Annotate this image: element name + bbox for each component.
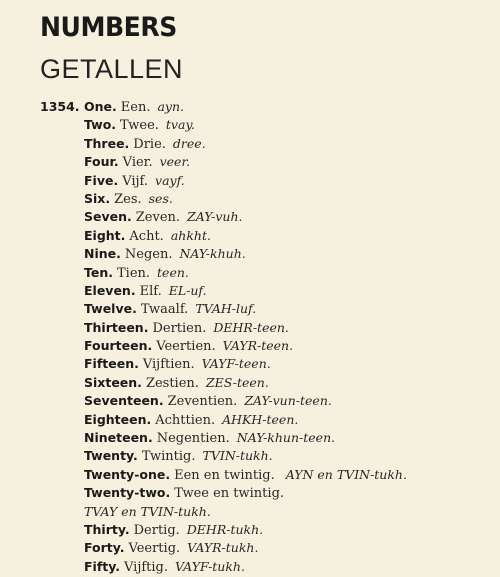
- pronunciation: ahkht.: [170, 227, 211, 243]
- number-entry: [40, 374, 490, 392]
- pronunciation: tvay.: [165, 117, 195, 133]
- dutch-term: Zeven.: [135, 210, 181, 226]
- number-entry: [40, 264, 490, 282]
- english-term: Forty.: [84, 540, 125, 556]
- dutch-term: Dertig.: [133, 522, 180, 538]
- pronunciation: ZAY-vun-teen.: [244, 393, 332, 409]
- number-entry: [40, 319, 490, 337]
- english-term: Eight.: [84, 227, 126, 243]
- number-entry-continuation: [40, 503, 490, 521]
- dutch-term: Een.: [120, 100, 151, 115]
- dutch-term: Veertien.: [156, 339, 216, 355]
- pronunciation: DEHR-teen.: [213, 319, 289, 335]
- entry-line: [84, 135, 206, 154]
- entry-line: [84, 190, 173, 209]
- pronunciation: AHKH-teen.: [222, 411, 299, 427]
- pronunciation: TVAH-luf.: [195, 301, 257, 317]
- english-term: Twenty-two.: [84, 485, 171, 501]
- dutch-term: Vijftien.: [142, 357, 195, 373]
- entry-line: [84, 429, 335, 448]
- pronunciation: ZAY-vuh.: [187, 209, 243, 225]
- pronunciation: teen.: [157, 264, 189, 280]
- english-term: Fourteen.: [84, 338, 153, 354]
- pronunciation: VAYF-tukh.: [175, 558, 245, 574]
- entry-line: [84, 355, 271, 374]
- pronunciation: VAYR-tukh.: [187, 540, 259, 556]
- entry-line: [84, 374, 269, 393]
- dutch-term: Veertig.: [128, 541, 181, 557]
- entry-line: [84, 153, 190, 172]
- english-term: Seventeen.: [84, 393, 164, 409]
- english-term: Twelve.: [84, 301, 137, 317]
- dutch-term: Elf.: [139, 283, 162, 299]
- english-term: Six.: [84, 190, 111, 206]
- number-entry: [40, 153, 490, 171]
- pronunciation: ses.: [148, 190, 173, 206]
- dutch-term: Zestien.: [145, 375, 199, 391]
- number-entry: [40, 245, 490, 263]
- number-entry: [40, 411, 490, 429]
- english-term: Fifty.: [84, 558, 120, 574]
- dutch-term: Zeventien.: [167, 394, 238, 410]
- english-term: Thirteen.: [84, 319, 149, 335]
- english-term: Five.: [84, 172, 119, 188]
- english-term: Sixteen.: [84, 374, 142, 390]
- entry-line: [84, 521, 263, 540]
- english-term: Ten.: [84, 264, 113, 280]
- entry-line: [84, 558, 245, 577]
- dutch-term: Vijftig.: [124, 559, 168, 575]
- number-list: [40, 98, 490, 576]
- pronunciation: VAYF-teen.: [201, 356, 271, 372]
- section-subheading: GETALLEN: [40, 54, 184, 84]
- number-entry: [40, 558, 490, 576]
- entry-number: 1354.: [40, 99, 80, 114]
- entry-line: [84, 392, 332, 411]
- entry-line: [84, 116, 195, 135]
- number-entry: [40, 172, 490, 190]
- pronunciation: vayf.: [155, 172, 185, 188]
- number-entry: [40, 190, 490, 208]
- dutch-term: Twaalf.: [140, 302, 189, 318]
- english-term: One.: [84, 99, 117, 114]
- entry-line: [84, 466, 407, 485]
- dutch-term: Dertien.: [152, 320, 207, 336]
- entry-line: [84, 539, 258, 558]
- pronunciation: VAYR-teen.: [222, 338, 294, 354]
- number-entry: [40, 447, 490, 465]
- dutch-term: Twee.: [120, 118, 159, 134]
- entry-line: [84, 319, 289, 338]
- pronunciation: NAY-khun-teen.: [236, 430, 336, 446]
- number-entry: [40, 208, 490, 226]
- english-term: Two.: [84, 117, 117, 133]
- entry-line: [84, 208, 243, 227]
- entry-line: [84, 300, 256, 319]
- entry-line: [84, 484, 291, 503]
- entry-line: [84, 172, 185, 191]
- number-entry: [40, 300, 490, 318]
- english-term: Seven.: [84, 209, 132, 225]
- number-entry: [40, 521, 490, 539]
- dutch-term: Vijf.: [122, 173, 149, 189]
- section-heading: NUMBERS: [40, 12, 177, 43]
- english-term: Eleven.: [84, 282, 136, 298]
- entry-line: [84, 227, 211, 246]
- pronunciation: dree.: [172, 135, 206, 151]
- dutch-term: Negentien.: [156, 431, 230, 447]
- entry-line: [84, 264, 189, 283]
- entry-line: [84, 245, 246, 264]
- pronunciation: TVAY en TVIN-tukh.: [84, 503, 211, 519]
- english-term: Twenty-one.: [84, 466, 171, 482]
- number-entry: [40, 392, 490, 410]
- dutch-term: Achttien.: [155, 412, 216, 428]
- english-term: Fifteen.: [84, 356, 139, 372]
- english-term: Nine.: [84, 246, 121, 262]
- dutch-term: Negen.: [124, 247, 173, 263]
- pronunciation: AYN en TVIN-tukh.: [285, 466, 407, 482]
- dutch-term: Vier.: [122, 155, 153, 171]
- pronunciation: TVIN-tukh.: [202, 448, 273, 464]
- pronunciation: DEHR-tukh.: [186, 521, 264, 537]
- number-entry: [40, 98, 490, 116]
- dutch-term: Drie.: [133, 136, 166, 152]
- entry-line: [84, 282, 207, 301]
- english-term: Four.: [84, 154, 119, 170]
- number-entry: [40, 227, 490, 245]
- english-term: Three.: [84, 135, 130, 151]
- dutch-term: Twintig.: [141, 449, 196, 465]
- number-entry: [40, 466, 490, 484]
- dutch-term: Twee en twintig.: [174, 486, 285, 502]
- dutch-term: Tien.: [117, 265, 151, 281]
- english-term: Eighteen.: [84, 411, 152, 427]
- entry-line: [84, 98, 184, 117]
- number-entry: [40, 355, 490, 373]
- number-entry: [40, 135, 490, 153]
- number-entry: [40, 116, 490, 134]
- pronunciation: veer.: [159, 154, 191, 170]
- number-entry: [40, 429, 490, 447]
- entry-line: [84, 503, 211, 522]
- pronunciation: ayn.: [157, 99, 185, 114]
- dutch-term: Acht.: [129, 228, 164, 244]
- number-entry: [40, 282, 490, 300]
- dutch-term: Zes.: [114, 191, 142, 207]
- pronunciation: EL-uf.: [168, 282, 207, 298]
- english-term: Twenty.: [84, 448, 138, 464]
- entry-line: [84, 411, 298, 430]
- english-term: Thirty.: [84, 521, 130, 537]
- entry-line: [84, 337, 293, 356]
- number-entry: [40, 539, 490, 557]
- pronunciation: NAY-khuh.: [179, 246, 246, 262]
- english-term: Nineteen.: [84, 430, 153, 446]
- number-entry: [40, 337, 490, 355]
- pronunciation: ZES-teen.: [205, 374, 269, 390]
- dutch-term: Een en twintig.: [174, 467, 275, 483]
- entry-line: [84, 447, 273, 466]
- number-entry: [40, 484, 490, 502]
